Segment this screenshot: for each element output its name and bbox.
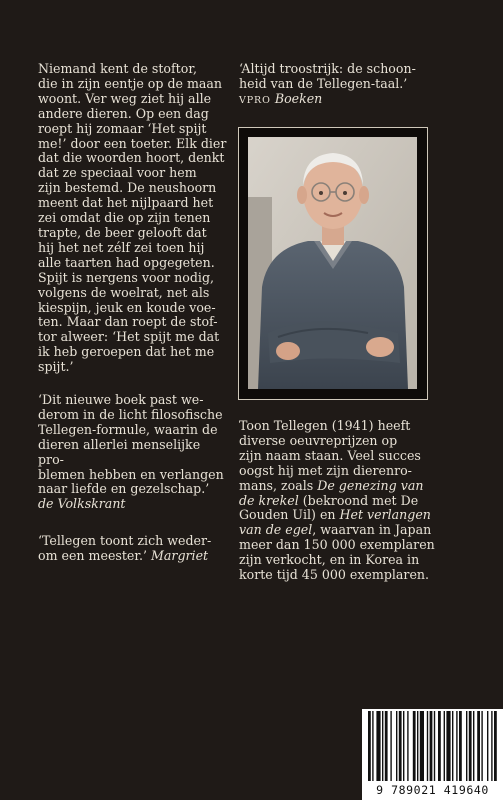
barcode-bar bbox=[399, 711, 402, 781]
bio-line: diverse oeuvreprijzen op bbox=[239, 432, 398, 448]
review-volkskrant bbox=[38, 393, 230, 512]
book-title: De genezing van bbox=[317, 477, 424, 493]
review-margriet bbox=[38, 534, 230, 564]
barcode-bar bbox=[446, 711, 450, 781]
barcode-bar bbox=[420, 711, 424, 781]
bio-text: mans, zoals bbox=[239, 477, 318, 493]
bio-line: oogst hij met zijn dierenro- bbox=[239, 462, 412, 478]
barcode-bar bbox=[494, 711, 497, 781]
author-portrait-illustration bbox=[248, 137, 417, 389]
bio-line bbox=[239, 494, 439, 509]
book-title: de krekel bbox=[239, 492, 299, 508]
bio-text: (bekroond met De bbox=[298, 492, 419, 508]
bio-line bbox=[239, 479, 439, 494]
barcode-bar bbox=[469, 711, 472, 781]
blurb-line: spijt.’ bbox=[38, 359, 74, 375]
bio-line: korte tijd 45 000 exemplaren. bbox=[239, 567, 430, 583]
barcode-bar bbox=[413, 711, 416, 781]
barcode-bar bbox=[491, 711, 492, 781]
blurb-line: hij het net zélf zei toen hij bbox=[38, 239, 205, 255]
barcode-bar bbox=[382, 711, 383, 781]
blurb-line: volgens de woelrat, net als bbox=[38, 284, 210, 300]
review-line bbox=[38, 549, 230, 564]
review-line: ‘Dit nieuwe boek past we- bbox=[38, 392, 204, 408]
blurb-line: dat ze speciaal voor hem bbox=[38, 165, 197, 181]
isbn-number: 9 789021 419640 bbox=[376, 783, 489, 797]
author-photo bbox=[248, 137, 417, 389]
review-source: de Volkskrant bbox=[38, 496, 126, 512]
barcode-bar bbox=[385, 711, 388, 781]
spacer bbox=[38, 512, 230, 534]
barcode-bar bbox=[456, 711, 457, 781]
isbn-barcode bbox=[362, 709, 503, 800]
blurb-line: andere dieren. Op een dag bbox=[38, 105, 209, 121]
barcode-bar bbox=[477, 711, 480, 781]
barcode-bar bbox=[452, 711, 453, 781]
book-title: van de egel bbox=[239, 522, 313, 538]
barcode-bar bbox=[403, 711, 404, 781]
blurb-line: alle taarten had opgegeten. bbox=[38, 254, 215, 270]
bio-line: Toon Tellegen (1941) heeft bbox=[239, 418, 411, 433]
blurb-line: zei omdat die op zijn tenen bbox=[38, 210, 211, 226]
review-vpro bbox=[239, 62, 434, 109]
barcode-bar bbox=[473, 711, 474, 781]
barcode-bar bbox=[417, 711, 418, 781]
blurb-line: Niemand kent de stoftor, bbox=[38, 61, 197, 76]
blurb-line: ten. Maar dan roept de stof- bbox=[38, 314, 218, 330]
blurb-line: woont. Ver weg ziet hij alle bbox=[38, 90, 212, 106]
barcode-bar bbox=[376, 711, 380, 781]
author-photo-frame bbox=[238, 127, 428, 400]
barcode-bar bbox=[372, 711, 373, 781]
blurb-line: kiespijn, jeuk en koude voe- bbox=[38, 299, 216, 315]
barcode-bar bbox=[390, 711, 391, 781]
blurb-line: trapte, de beer gelooft dat bbox=[38, 224, 207, 240]
blurb-line: zijn bestemd. De neushoorn bbox=[38, 180, 217, 196]
barcode-bar bbox=[427, 711, 428, 781]
blurb-line: tor alweer: ‘Het spijt me dat bbox=[38, 329, 220, 345]
review-line: ‘Altijd troostrijk: de schoon- bbox=[239, 61, 416, 76]
review-source: Margriet bbox=[151, 548, 209, 564]
book-blurb bbox=[38, 62, 230, 375]
book-title: Het verlangen bbox=[339, 507, 431, 523]
blurb-line: ik heb geroepen dat het me bbox=[38, 344, 215, 360]
review-line-text: om een meester.’ bbox=[38, 548, 148, 564]
blurb-line: roept hij zomaar ‘Het spijt bbox=[38, 120, 207, 136]
barcode-bar bbox=[368, 711, 371, 781]
bio-text: Gouden Uil) en bbox=[239, 507, 340, 523]
barcode-bar bbox=[434, 711, 435, 781]
review-line: dieren allerlei menselijke pro- bbox=[38, 436, 201, 467]
barcode-bar bbox=[396, 711, 397, 781]
bio-line bbox=[239, 523, 439, 538]
right-column bbox=[239, 62, 434, 109]
bio-line bbox=[239, 508, 439, 523]
review-line: naar liefde en gezelschap.’ bbox=[38, 481, 210, 497]
spacer bbox=[38, 375, 230, 393]
barcode-bar bbox=[407, 711, 408, 781]
barcode-bar bbox=[459, 711, 462, 781]
review-source-prefix: VPRO bbox=[239, 94, 271, 106]
left-column bbox=[38, 62, 230, 564]
blurb-line: me!’ door een toeter. Elk dier bbox=[38, 135, 227, 151]
bio-line: meer dan 150 000 exemplaren bbox=[239, 537, 435, 553]
barcode-bar bbox=[481, 711, 482, 781]
barcode-bars bbox=[362, 709, 503, 783]
review-line: derom in de licht filosofische bbox=[38, 406, 223, 422]
barcode-bar bbox=[466, 711, 467, 781]
barcode-bar bbox=[438, 711, 441, 781]
author-bio bbox=[239, 419, 439, 583]
bio-line: zijn naam staan. Veel succes bbox=[239, 447, 421, 463]
review-line: Tellegen-formule, waarin de bbox=[38, 421, 218, 437]
barcode-bar bbox=[487, 711, 488, 781]
review-line: blemen hebben en verlangen bbox=[38, 466, 224, 482]
review-source bbox=[239, 92, 434, 109]
review-line: ‘Tellegen toont zich weder- bbox=[38, 533, 212, 549]
barcode-bar bbox=[430, 711, 433, 781]
blurb-line: meent dat het nijlpaard het bbox=[38, 195, 214, 211]
bio-line: zijn verkocht, en in Korea in bbox=[239, 552, 420, 568]
review-source-title: Boeken bbox=[274, 90, 323, 106]
blurb-line: die in zijn eentje op de maan bbox=[38, 75, 223, 91]
review-line: heid van de Tellegen-taal.’ bbox=[239, 75, 408, 91]
blurb-line: dat die woorden hoort, denkt bbox=[38, 150, 225, 166]
barcode-bar bbox=[444, 711, 445, 781]
blurb-line: Spijt is nergens voor nodig, bbox=[38, 269, 215, 285]
bio-text: , waarvan in Japan bbox=[312, 522, 432, 538]
